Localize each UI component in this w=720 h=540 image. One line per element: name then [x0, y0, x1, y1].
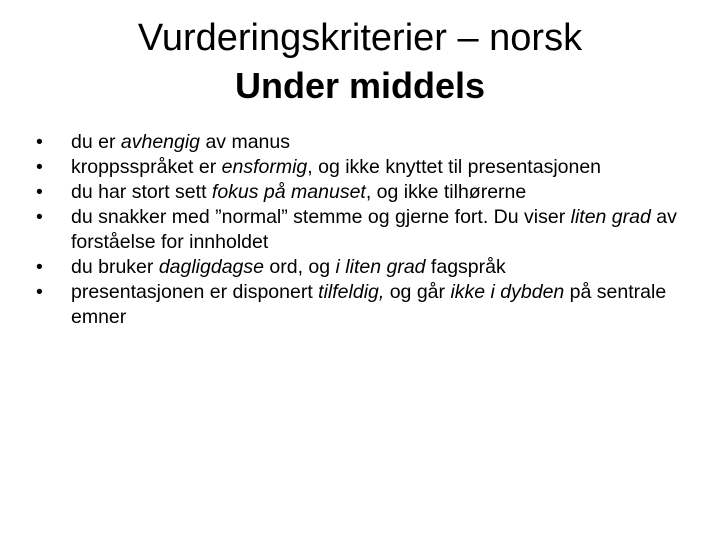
text-segment: du er: [71, 131, 121, 153]
text-segment: du bruker: [71, 256, 159, 278]
bullet-text: [71, 206, 677, 253]
text-segment: , og ikke knyttet til presentasjonen: [307, 156, 602, 178]
text-segment: presentasjonen er disponert: [71, 281, 319, 303]
title-line-2: Under middels: [234, 65, 486, 106]
text-segment: av forståelse for innholdet: [71, 206, 677, 253]
emphasis-text: tilfeldig,: [318, 281, 385, 303]
text-segment: , og ikke tilhørerne: [365, 181, 527, 203]
bullet-mark: •: [36, 206, 43, 228]
bullet-item: [36, 130, 686, 155]
emphasis-text: ensformig: [221, 156, 308, 178]
text-segment: av manus: [200, 131, 290, 153]
title-line-1: Vurderingskriterier – norsk: [137, 17, 583, 59]
bullet-item: [36, 255, 686, 280]
text-segment: fagspråk: [425, 256, 506, 278]
bullet-text: [71, 181, 526, 203]
bullet-mark: •: [36, 156, 43, 178]
text-segment: ord, og: [264, 256, 336, 278]
text-segment: og går: [384, 281, 451, 303]
emphasis-text: avhengig: [120, 131, 201, 153]
bullet-mark: •: [36, 281, 43, 303]
text-segment: kroppsspråket er: [71, 156, 222, 178]
emphasis-text: ikke i dybden: [450, 281, 565, 303]
text-segment: på sentrale emner: [71, 281, 667, 328]
bullet-list: [36, 130, 686, 330]
bullet-text: [71, 156, 601, 178]
bullet-mark: •: [36, 131, 43, 153]
bullet-text: [71, 281, 666, 328]
bullet-text: [71, 256, 506, 278]
bullet-item: [36, 155, 686, 180]
bullet-mark: •: [36, 256, 43, 278]
slide-title: [0, 14, 720, 110]
emphasis-text: liten grad: [570, 206, 651, 228]
bullet-item: [36, 180, 686, 205]
bullet-mark: •: [36, 181, 43, 203]
emphasis-text: i liten grad: [335, 256, 426, 278]
bullet-item: [36, 280, 686, 330]
text-segment: du har stort sett: [71, 181, 212, 203]
emphasis-text: dagligdagse: [158, 256, 264, 278]
emphasis-text: fokus på manuset: [211, 181, 366, 203]
bullet-item: [36, 205, 686, 255]
bullet-text: [71, 131, 290, 153]
text-segment: du snakker med ”normal” stemme og gjerne fort. Du viser: [71, 206, 571, 228]
